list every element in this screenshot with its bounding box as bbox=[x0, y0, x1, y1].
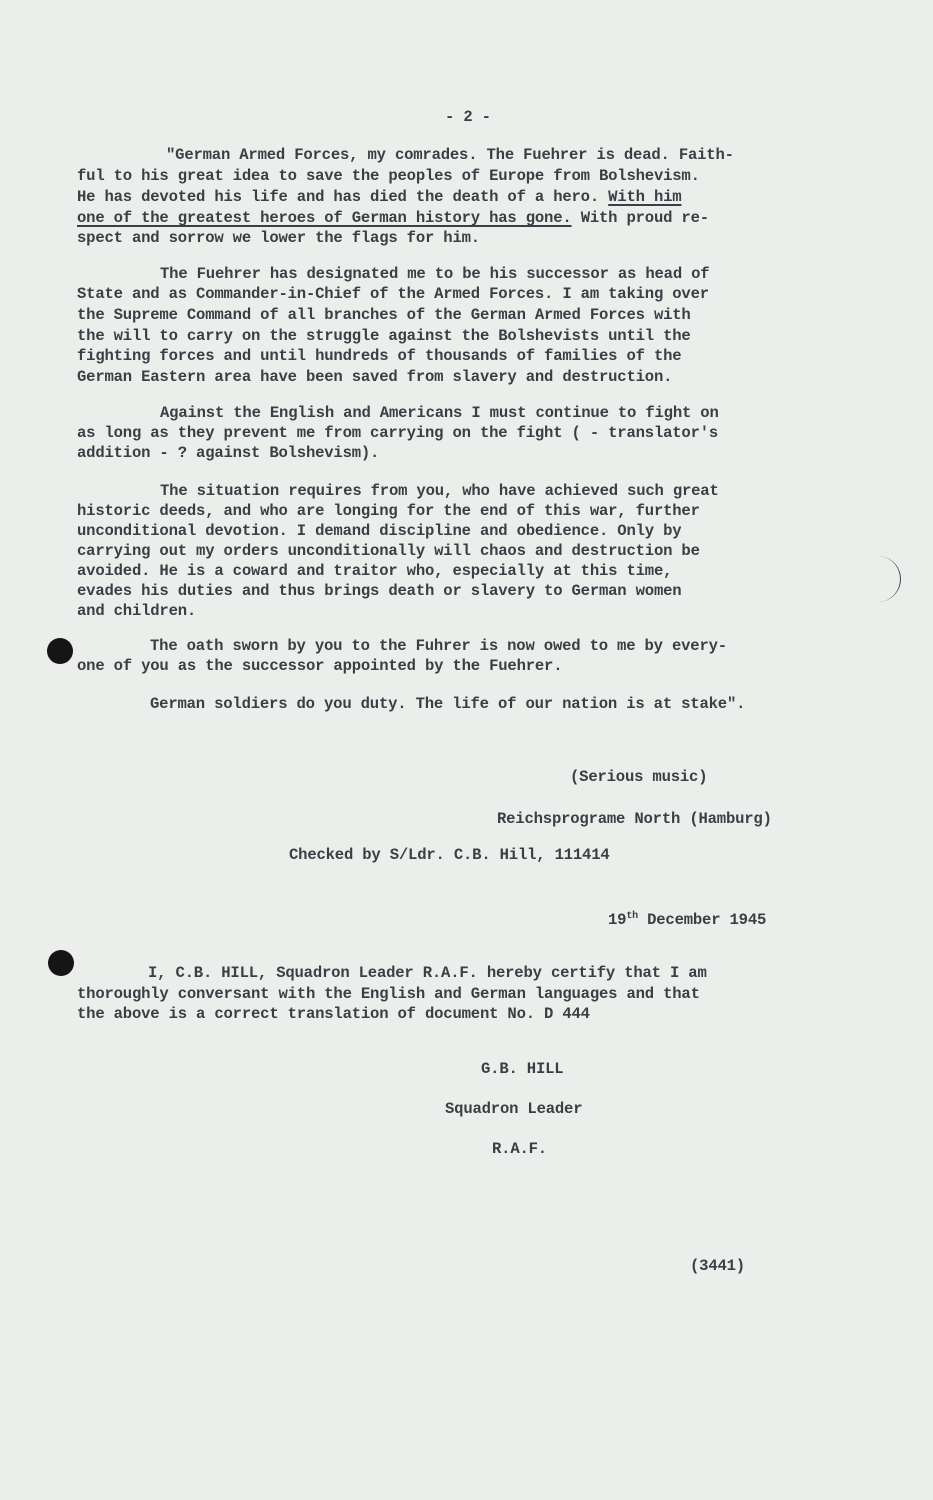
signature-name: G.B. HILL bbox=[481, 1060, 564, 1078]
p4-line: carrying out my orders unconditionally will chaos and destruction be bbox=[77, 542, 700, 560]
p1-line bbox=[77, 209, 709, 227]
date-rest: December 1945 bbox=[637, 911, 767, 930]
punch-hole-bottom bbox=[48, 950, 74, 976]
p1-underlined-text: one of the greatest heroes of German history has gone. bbox=[77, 209, 572, 227]
p2-line: the will to carry on the struggle against the Bolshevists until the bbox=[77, 327, 691, 345]
p3-line: Against the English and Americans I must continue to fight on bbox=[160, 404, 719, 422]
p1-underlined-text: With him bbox=[608, 188, 682, 206]
p2-line: German Eastern area have been saved from slavery and destruction. bbox=[77, 368, 673, 386]
date-note bbox=[608, 911, 766, 929]
checked-note: Checked by S/Ldr. C.B. Hill, 111414 bbox=[289, 846, 610, 864]
p4-line: evades his duties and thus brings death or slavery to German women bbox=[77, 582, 682, 600]
p3-line: addition - ? against Bolshevism). bbox=[77, 444, 380, 462]
p5-line: The oath sworn by you to the Fuhrer is now owed to me by every- bbox=[150, 637, 727, 655]
punch-hole-top bbox=[47, 638, 73, 664]
p5-line: one of you as the successor appointed by the Fuehrer. bbox=[77, 657, 563, 675]
p1-line: "German Armed Forces, my comrades. The Fuehrer is dead. Faith- bbox=[166, 146, 734, 164]
certification-line: I, C.B. HILL, Squadron Leader R.A.F. hereby certify that I am bbox=[148, 964, 707, 982]
p2-line: The Fuehrer has designated me to be his successor as head of bbox=[160, 265, 710, 283]
document-reference: (3441) bbox=[690, 1257, 745, 1275]
page-number: - 2 - bbox=[445, 108, 491, 126]
p1-text: With proud re- bbox=[571, 209, 709, 227]
signature-service: R.A.F. bbox=[492, 1140, 547, 1158]
p2-line: fighting forces and until hundreds of thousands of families of the bbox=[77, 347, 682, 365]
p3-line: as long as they prevent me from carrying on the fight ( - translator's bbox=[77, 424, 719, 442]
p4-line: avoided. He is a coward and traitor who, especially at this time, bbox=[77, 562, 673, 580]
p1-text: He has devoted his life and has died the death of a hero. bbox=[77, 188, 599, 206]
date-day: 19 bbox=[608, 911, 627, 930]
p6-line: German soldiers do you duty. The life of our nation is at stake". bbox=[150, 695, 746, 713]
music-note: (Serious music) bbox=[570, 768, 708, 786]
margin-bracket-mark bbox=[878, 556, 901, 602]
p4-line: historic deeds, and who are longing for the end of this war, further bbox=[77, 502, 700, 520]
source-note: Reichsprograme North (Hamburg) bbox=[497, 810, 772, 828]
p2-line: State and as Commander-in-Chief of the Armed Forces. I am taking over bbox=[77, 285, 709, 303]
p4-line: and children. bbox=[77, 602, 197, 620]
p4-line: The situation requires from you, who have achieved such great bbox=[160, 482, 719, 500]
p1-line bbox=[77, 188, 681, 206]
p2-line: the Supreme Command of all branches of the German Armed Forces with bbox=[77, 306, 691, 324]
p1-line: ful to his great idea to save the peoples of Europe from Bolshevism. bbox=[77, 167, 700, 185]
certification-line: the above is a correct translation of document No. D 444 bbox=[77, 1005, 590, 1023]
date-suffix: th bbox=[626, 911, 638, 922]
p1-line: spect and sorrow we lower the flags for him. bbox=[77, 229, 480, 247]
signature-rank: Squadron Leader bbox=[445, 1100, 583, 1118]
p4-line: unconditional devotion. I demand discipline and obedience. Only by bbox=[77, 522, 682, 540]
certification-line: thoroughly conversant with the English and German languages and that bbox=[77, 985, 700, 1003]
